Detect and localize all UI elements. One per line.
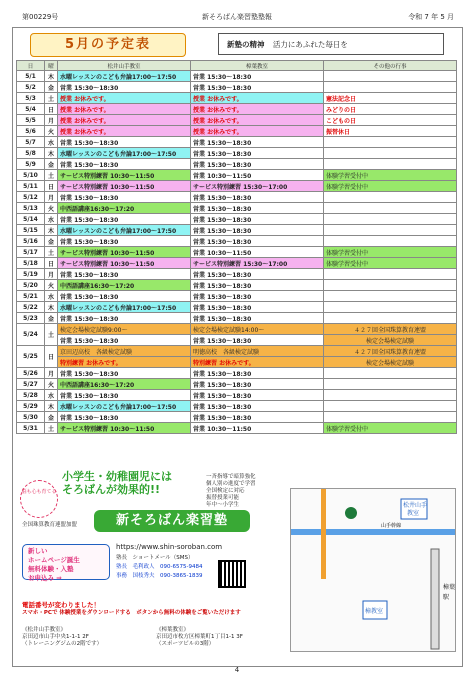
map-label: 樟葉	[443, 584, 455, 591]
event-cell: こどもの日	[324, 115, 457, 126]
day-cell: 5/17	[17, 247, 45, 258]
kuzuha-cell: 営業 15:30〜18:30	[191, 214, 324, 225]
day-cell: 5/13	[17, 203, 45, 214]
event-cell	[324, 368, 457, 379]
location-map	[290, 488, 456, 652]
kuzuha-cell: 授業 お休みです。	[191, 104, 324, 115]
schedule-body-special	[17, 324, 457, 368]
day-cell: 5/1	[17, 71, 45, 82]
weekday-cell: 月	[45, 115, 58, 126]
feature-item: 一斉指導で暗算強化	[206, 474, 256, 480]
matsui-cell: サービス特別練習 10:30〜11:50	[58, 181, 191, 192]
event-cell	[324, 214, 457, 225]
matsui-cell: 営業 15:30〜18:30	[58, 412, 191, 423]
map-road-icon	[321, 489, 326, 579]
new-box-line: 無料体験・入塾	[28, 565, 74, 573]
address-kuzuha	[156, 627, 243, 648]
event-cell: 憲法記念日	[324, 93, 457, 104]
day-cell: 5/11	[17, 181, 45, 192]
col-header-weekday: 曜	[45, 61, 58, 71]
table-row	[17, 214, 457, 225]
phone-change-notice: 電話番号が変わりました！	[22, 601, 100, 609]
page-number: 4	[234, 666, 240, 674]
table-header-row	[17, 61, 457, 71]
weekday-cell: 金	[45, 412, 58, 423]
matsui-cell: 中西語講座16:30〜17:20	[58, 280, 191, 291]
map-label: 教室	[407, 510, 420, 517]
weekday-cell: 日	[45, 104, 58, 115]
sms-line: 塾長 ショートメール（SMS）	[116, 555, 194, 561]
address-line: （スポーツビルの3階）	[156, 641, 215, 647]
kuzuha-cell: 営業 15:30〜18:30	[191, 225, 324, 236]
pitch-line-2: そろばんが効果的!!	[62, 483, 161, 496]
feature-item: 個人別の進度で学習	[206, 481, 256, 487]
event-cell: みどりの日	[324, 104, 457, 115]
table-row	[17, 324, 457, 335]
event-cell: ４２７回全国珠算教育連盟	[324, 324, 457, 335]
table-row	[17, 269, 457, 280]
day-cell: 5/24	[17, 324, 45, 346]
event-cell	[324, 159, 457, 170]
map-label: 樟教室	[365, 608, 384, 615]
col-header-events: その他の行事	[324, 61, 457, 71]
kuzuha-cell: 検定会場検定試験14:00〜	[191, 324, 324, 335]
map-road-icon	[291, 529, 455, 535]
matsui-cell: 水曜レッスンのこども弁論17:00〜17:50	[58, 401, 191, 412]
table-row	[17, 203, 457, 214]
matsui-cell: 営業 15:30〜18:30	[58, 390, 191, 401]
qr-code-icon[interactable]	[218, 560, 246, 588]
table-row	[17, 412, 457, 423]
new-box-line: 新しい	[28, 547, 48, 555]
matsui-cell: 営業 15:30〜18:30	[58, 236, 191, 247]
event-cell	[324, 148, 457, 159]
table-row	[17, 258, 457, 269]
col-header-day: 日	[17, 61, 45, 71]
weekday-cell: 日	[45, 346, 58, 368]
table-row	[17, 225, 457, 236]
kuzuha-cell: 営業 15:30〜18:30	[191, 236, 324, 247]
kuzuha-cell: 営業 15:30〜18:30	[191, 71, 324, 82]
weekday-cell: 水	[45, 214, 58, 225]
kuzuha-cell: 営業 15:30〜18:30	[191, 401, 324, 412]
matsui-cell: 営業 15:30〜18:30	[58, 137, 191, 148]
weekday-cell: 月	[45, 192, 58, 203]
kuzuha-cell: 営業 15:30〜18:30	[191, 82, 324, 93]
school-name: 新そろばん楽習塾塾報	[202, 13, 272, 21]
matsui-cell: 営業 15:30〜18:30	[58, 335, 191, 346]
weekday-cell: 月	[45, 269, 58, 280]
table-row	[17, 126, 457, 137]
weekday-cell: 金	[45, 82, 58, 93]
map-label: 松井山手	[403, 502, 428, 509]
weekday-cell: 木	[45, 148, 58, 159]
event-cell	[324, 412, 457, 423]
issue-date: 令和 7 年 5 月	[408, 13, 454, 21]
matsui-cell: 営業 15:30〜18:30	[58, 291, 191, 302]
event-cell	[324, 203, 457, 214]
pitch-text	[62, 470, 172, 496]
table-row	[17, 82, 457, 93]
event-cell: ４２７回全国珠算教育連盟	[324, 346, 457, 357]
matsui-cell: サービス特別練習 10:30〜11:50	[58, 258, 191, 269]
contact-1: 塾長 毛利政人 090-6575-9484	[116, 564, 203, 570]
table-row	[17, 302, 457, 313]
matsui-cell: 水曜レッスンのこども弁論17:00〜17:50	[58, 225, 191, 236]
day-cell: 5/29	[17, 401, 45, 412]
event-cell	[324, 269, 457, 280]
event-cell: 検定会場検定試験	[324, 357, 457, 368]
day-cell: 5/12	[17, 192, 45, 203]
feature-item: 全国検定に対応	[206, 488, 245, 494]
matsui-cell: 授業 お休みです。	[58, 104, 191, 115]
event-cell: 体験学習受付中	[324, 423, 457, 434]
address-line: （トレーニングジムの2階です）	[22, 641, 103, 647]
weekday-cell: 水	[45, 137, 58, 148]
event-cell: 体験学習受付中	[324, 258, 457, 269]
weekday-cell: 土	[45, 170, 58, 181]
event-cell	[324, 137, 457, 148]
table-row	[17, 368, 457, 379]
weekday-cell: 火	[45, 379, 58, 390]
weekday-cell: 木	[45, 71, 58, 82]
matsui-cell: 授業 お休みです。	[58, 115, 191, 126]
kuzuha-cell: サービス特別練習 15:30〜17:00	[191, 258, 324, 269]
address-line: 京田辺市山手中央1-1-1 2F	[22, 634, 89, 640]
table-row	[17, 104, 457, 115]
kuzuha-cell: 営業 15:30〜18:30	[191, 390, 324, 401]
weekday-cell: 火	[45, 126, 58, 137]
table-row	[17, 291, 457, 302]
table-row	[17, 192, 457, 203]
kuzuha-cell: 営業 15:30〜18:30	[191, 192, 324, 203]
brand-logo: 新そろばん楽習塾	[94, 510, 250, 532]
day-cell: 5/22	[17, 302, 45, 313]
day-cell: 5/30	[17, 412, 45, 423]
day-cell: 5/14	[17, 214, 45, 225]
day-cell: 5/2	[17, 82, 45, 93]
weekday-cell: 木	[45, 302, 58, 313]
day-cell: 5/9	[17, 159, 45, 170]
matsui-cell: サービス特別練習 10:30〜11:50	[58, 423, 191, 434]
table-row	[17, 93, 457, 104]
kuzuha-cell: 営業 15:30〜18:30	[191, 280, 324, 291]
day-cell: 5/5	[17, 115, 45, 126]
address-line: 《樟葉教室》	[156, 627, 190, 633]
weekday-cell: 日	[45, 258, 58, 269]
event-cell	[324, 291, 457, 302]
day-cell: 5/6	[17, 126, 45, 137]
schedule-table	[16, 60, 457, 434]
issue-number: 第00229号	[22, 13, 59, 21]
motto-label: 新塾の精神	[227, 40, 265, 49]
map-label: 駅	[443, 594, 450, 601]
kuzuha-cell: サービス特別練習 15:30〜17:00	[191, 181, 324, 192]
matsui-cell: サービス特別練習 10:30〜11:50	[58, 170, 191, 181]
event-cell	[324, 302, 457, 313]
event-cell	[324, 379, 457, 390]
new-box-line: お申込み ⇒	[28, 574, 62, 582]
feature-item: 振替授業可能	[206, 495, 240, 501]
event-cell	[324, 236, 457, 247]
kuzuha-cell: 営業 15:30〜18:30	[191, 159, 324, 170]
day-cell: 5/21	[17, 291, 45, 302]
schedule-body	[17, 71, 457, 324]
table-row	[17, 401, 457, 412]
table-row	[17, 159, 457, 170]
kuzuha-cell: 営業 15:30〜18:30	[191, 379, 324, 390]
matsui-cell: 営業 15:30〜18:30	[58, 82, 191, 93]
kuzuha-cell: 明徳高校 各級検定試験	[191, 346, 324, 357]
weekday-cell: 日	[45, 181, 58, 192]
table-row	[17, 148, 457, 159]
table-row	[17, 247, 457, 258]
badge-stamp: 脳も心も育てる	[20, 480, 58, 518]
event-cell: 体験学習受付中	[324, 170, 457, 181]
table-row	[17, 280, 457, 291]
event-cell	[324, 390, 457, 401]
motto	[218, 33, 444, 55]
table-row	[17, 170, 457, 181]
feature-list	[206, 474, 256, 509]
map-cafe-icon	[345, 507, 357, 519]
table-row	[17, 423, 457, 434]
day-cell: 5/10	[17, 170, 45, 181]
matsui-cell: 水曜レッスンのこども弁論17:00〜17:50	[58, 302, 191, 313]
matsui-cell: 授業 お休みです。	[58, 126, 191, 137]
table-row	[17, 390, 457, 401]
kuzuha-cell: 営業 10:30〜11:50	[191, 423, 324, 434]
table-row	[17, 115, 457, 126]
day-cell: 5/18	[17, 258, 45, 269]
table-row	[17, 71, 457, 82]
weekday-cell: 木	[45, 225, 58, 236]
event-cell	[324, 280, 457, 291]
day-cell: 5/31	[17, 423, 45, 434]
weekday-cell: 火	[45, 280, 58, 291]
table-row	[17, 379, 457, 390]
kuzuha-cell: 営業 15:30〜18:30	[191, 137, 324, 148]
kuzuha-cell: 営業 15:30〜18:30	[191, 203, 324, 214]
weekday-cell: 土	[45, 247, 58, 258]
feature-item: 年中〜小学生	[206, 502, 240, 508]
day-cell: 5/19	[17, 269, 45, 280]
map-label: 山手幹線	[381, 523, 402, 529]
day-cell: 5/8	[17, 148, 45, 159]
page-title: 5月の予定表	[30, 33, 186, 57]
matsui-cell: 水曜レッスンのこども弁論17:00〜17:50	[58, 71, 191, 82]
table-row	[17, 346, 457, 357]
event-cell: 振替休日	[324, 126, 457, 137]
kuzuha-cell: 営業 15:30〜18:30	[191, 412, 324, 423]
contact-2: 事務 国枝秀夫 090-3865-1839	[116, 573, 203, 579]
matsui-cell: 中西語講座16:30〜17:20	[58, 203, 191, 214]
weekday-cell: 金	[45, 236, 58, 247]
matsui-cell: 授業 お休みです。	[58, 93, 191, 104]
table-row	[17, 357, 457, 368]
union-label: 全国珠算教育連盟加盟	[22, 522, 78, 528]
weekday-cell: 土	[45, 324, 58, 346]
weekday-cell: 土	[45, 93, 58, 104]
weekday-cell: 水	[45, 390, 58, 401]
kuzuha-cell: 営業 15:30〜18:30	[191, 291, 324, 302]
kuzuha-cell: 授業 お休みです。	[191, 93, 324, 104]
weekday-cell: 月	[45, 368, 58, 379]
kuzuha-cell: 営業 10:30〜11:50	[191, 247, 324, 258]
day-cell: 5/26	[17, 368, 45, 379]
download-note: スマホ・PCで 体験授業をダウンロードする ボタンから無料の体験をご覧いただけます	[22, 610, 241, 616]
page-header	[22, 10, 454, 24]
day-cell: 5/27	[17, 379, 45, 390]
weekday-cell: 土	[45, 423, 58, 434]
kuzuha-cell: 営業 15:30〜18:30	[191, 269, 324, 280]
matsui-cell: 水曜レッスンのこども弁論17:00〜17:50	[58, 148, 191, 159]
address-line: 京田辺市枚方区樟葉町1丁目1-1 3F	[156, 634, 243, 640]
day-cell: 5/20	[17, 280, 45, 291]
col-header-matsui: 松井山手教室	[58, 61, 191, 71]
event-cell	[324, 71, 457, 82]
table-row	[17, 181, 457, 192]
day-cell: 5/25	[17, 346, 45, 368]
kuzuha-cell: 授業 お休みです。	[191, 115, 324, 126]
website-url[interactable]: https://www.shin-soroban.com	[116, 543, 223, 551]
matsui-cell: 営業 15:30〜18:30	[58, 368, 191, 379]
motto-text: 活力にあふれた毎日を	[272, 40, 348, 49]
matsui-cell: 検定会場検定試験9:00〜	[58, 324, 191, 335]
day-cell: 5/15	[17, 225, 45, 236]
event-cell: 体験学習受付中	[324, 181, 457, 192]
weekday-cell: 火	[45, 203, 58, 214]
event-cell	[324, 82, 457, 93]
kuzuha-cell: 営業 15:30〜18:30	[191, 302, 324, 313]
col-header-kuzuha: 樟葉教室	[191, 61, 324, 71]
weekday-cell: 金	[45, 313, 58, 324]
matsui-cell: サービス特別練習 10:30〜11:50	[58, 247, 191, 258]
advertisement	[16, 452, 456, 657]
matsui-cell: 営業 15:30〜18:30	[58, 214, 191, 225]
matsui-cell: 営業 15:30〜18:30	[58, 313, 191, 324]
new-homepage-box[interactable]	[22, 544, 110, 580]
table-row	[17, 236, 457, 247]
weekday-cell: 木	[45, 401, 58, 412]
event-cell	[324, 192, 457, 203]
address-matsui	[22, 627, 102, 648]
matsui-cell: 営業 15:30〜18:30	[58, 159, 191, 170]
event-cell: 検定会場検定試験	[324, 335, 457, 346]
day-cell: 5/23	[17, 313, 45, 324]
event-cell	[324, 313, 457, 324]
matsui-cell: 京田辺高校 各級検定試験	[58, 346, 191, 357]
kuzuha-cell: 授業 お休みです。	[191, 126, 324, 137]
map-railway-icon	[431, 549, 439, 649]
kuzuha-cell: 営業 10:30〜11:50	[191, 170, 324, 181]
event-cell	[324, 225, 457, 236]
weekday-cell: 水	[45, 291, 58, 302]
matsui-cell: 特別練習 お休みです。	[58, 357, 191, 368]
pitch-line-1: 小学生・幼稚園児には	[62, 470, 172, 483]
new-box-line: ホームページ誕生	[28, 556, 80, 564]
matsui-cell: 営業 15:30〜18:30	[58, 192, 191, 203]
kuzuha-cell: 営業 15:30〜18:30	[191, 313, 324, 324]
table-row	[17, 137, 457, 148]
table-row	[17, 335, 457, 346]
day-cell: 5/16	[17, 236, 45, 247]
event-cell: 体験学習受付中	[324, 247, 457, 258]
day-cell: 5/3	[17, 93, 45, 104]
day-cell: 5/4	[17, 104, 45, 115]
day-cell: 5/28	[17, 390, 45, 401]
map-graphic	[291, 489, 455, 651]
kuzuha-cell: 営業 15:30〜18:30	[191, 335, 324, 346]
schedule-body-end	[17, 368, 457, 434]
day-cell: 5/7	[17, 137, 45, 148]
matsui-cell: 営業 15:30〜18:30	[58, 269, 191, 280]
table-row	[17, 313, 457, 324]
event-cell	[324, 401, 457, 412]
kuzuha-cell: 営業 15:30〜18:30	[191, 148, 324, 159]
kuzuha-cell: 営業 15:30〜18:30	[191, 368, 324, 379]
matsui-cell: 中西語講座16:30〜17:20	[58, 379, 191, 390]
address-line: 《松井山手教室》	[22, 627, 67, 633]
kuzuha-cell: 特別練習 お休みです。	[191, 357, 324, 368]
weekday-cell: 金	[45, 159, 58, 170]
